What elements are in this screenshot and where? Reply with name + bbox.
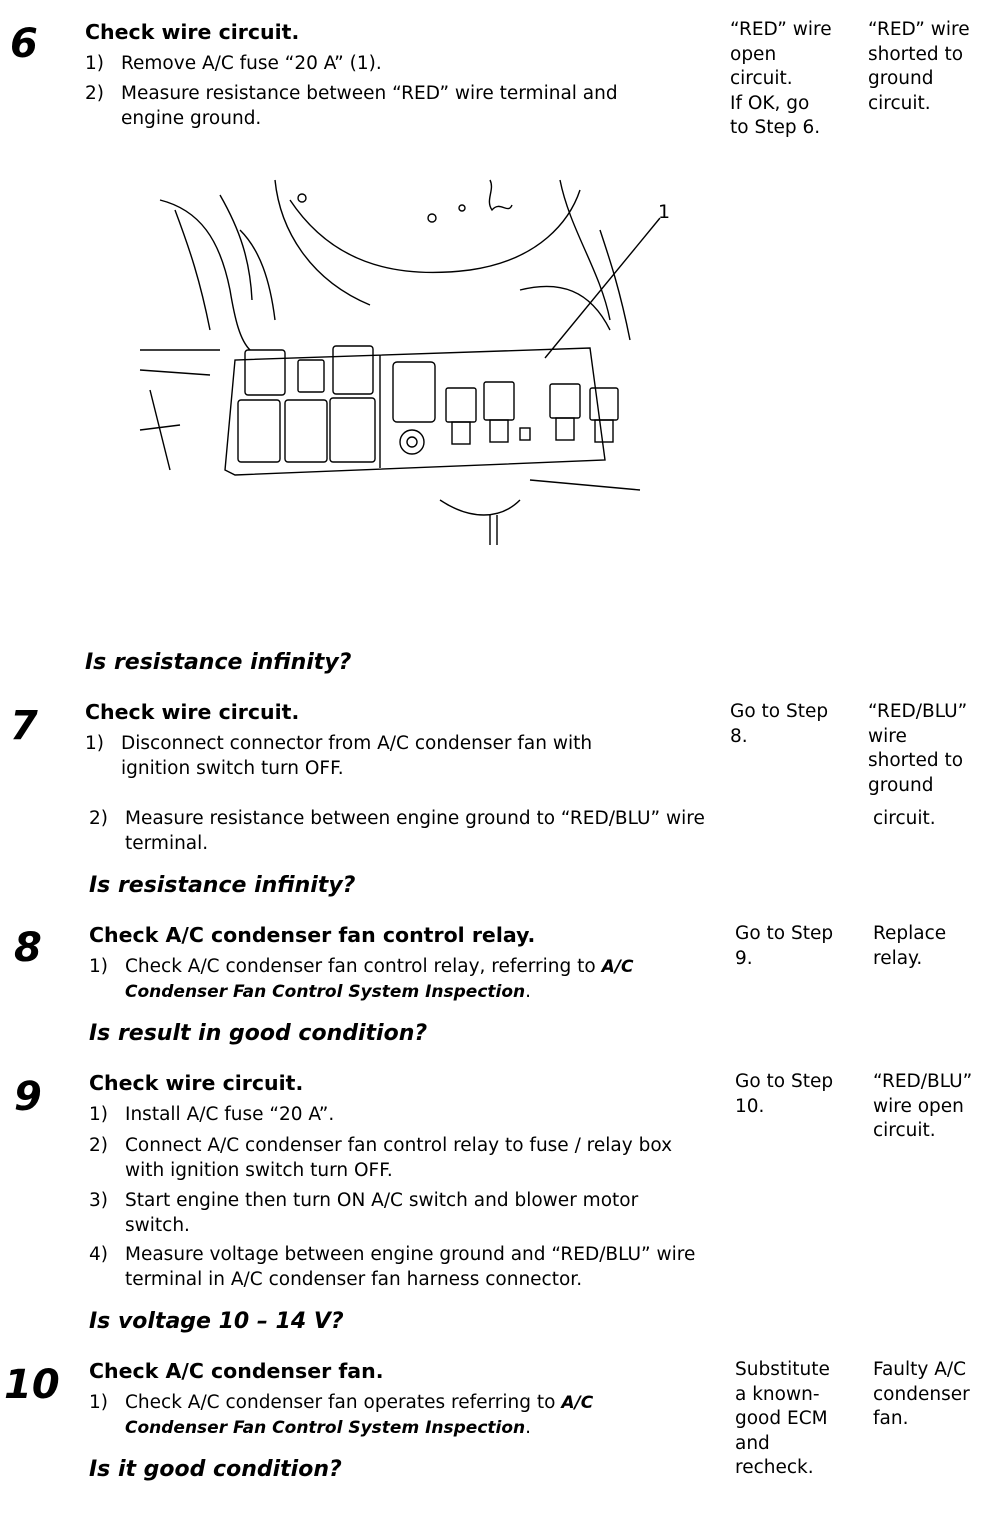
item-text: Start engine then turn ON A/C switch and blower motor switch.	[125, 1190, 639, 1236]
yes-result: Go to Step 9.	[735, 923, 834, 969]
no-result: “RED/BLU” wire shorted to ground	[868, 701, 968, 796]
step-title: Check wire circuit.	[89, 1071, 304, 1095]
item-text: Connect A/C condenser fan control relay to fuse / relay box with ignition switch turn OFF.	[125, 1135, 673, 1181]
no-result: Faulty A/C condenser fan.	[873, 1359, 970, 1429]
reference-link[interactable]: A/C Condenser Fan Control System Inspection	[125, 957, 634, 1002]
item-number: 2)	[89, 808, 108, 829]
item-text: Remove A/C fuse “20 A” (1).	[121, 53, 382, 74]
step-question: Is it good condition?	[89, 1457, 342, 1482]
step-title: Check wire circuit.	[85, 700, 300, 724]
step-number: 7	[10, 703, 38, 749]
item-text-pre: Check A/C condenser fan operates referring to	[125, 1392, 562, 1413]
fuse-relay-box-figure	[140, 170, 671, 560]
item-text-pre: Check A/C condenser fan control relay, referring to	[125, 956, 602, 977]
step-title: Check A/C condenser fan control relay.	[89, 923, 536, 947]
no-result-continued: circuit.	[873, 808, 936, 829]
yes-result: Substitute a known- good ECM and recheck.	[735, 1359, 830, 1478]
item-text	[125, 955, 705, 1004]
item-number: 1)	[89, 956, 108, 977]
step-question: Is resistance infinity?	[85, 650, 352, 675]
yes-result: Go to Step 8.	[730, 701, 829, 747]
item-text: Measure resistance between engine ground to “RED/BLU” wire terminal.	[125, 808, 705, 854]
step-title: Check A/C condenser fan.	[89, 1359, 384, 1383]
figure-callout: 1	[658, 201, 671, 223]
item-number: 2)	[85, 83, 104, 104]
list-item	[89, 1134, 709, 1184]
item-number: 1)	[85, 53, 104, 74]
step-question: Is result in good condition?	[89, 1021, 428, 1046]
list-item	[89, 1189, 709, 1239]
item-text-post: .	[525, 980, 532, 1002]
no-result: Replace relay.	[873, 923, 947, 969]
item-number: 2)	[89, 1135, 108, 1156]
item-text	[125, 1391, 695, 1440]
step-question: Is resistance infinity?	[89, 873, 356, 898]
no-result: “RED/BLU” wire open circuit.	[873, 1071, 973, 1141]
step-title: Check wire circuit.	[85, 20, 300, 44]
item-text-post: .	[525, 1416, 532, 1438]
item-text: Disconnect connector from A/C condenser fan with ignition switch turn OFF.	[121, 733, 593, 779]
step-number: 9	[14, 1074, 42, 1120]
yes-result: “RED” wire open circuit. If OK, go to Step 6.	[730, 19, 832, 138]
item-number: 1)	[89, 1104, 108, 1125]
list-item	[89, 955, 709, 1005]
item-text: Measure resistance between “RED” wire terminal and engine ground.	[121, 83, 618, 129]
item-number: 1)	[89, 1392, 108, 1413]
item-number: 3)	[89, 1190, 108, 1211]
item-text: Install A/C fuse “20 A”.	[125, 1104, 335, 1125]
list-item	[85, 82, 695, 132]
list-item	[85, 732, 695, 782]
item-number: 4)	[89, 1244, 108, 1265]
item-text: Measure voltage between engine ground and “RED/BLU” wire terminal in A/C condenser fan harness connector.	[125, 1244, 696, 1290]
no-result: “RED” wire shorted to ground circuit.	[868, 19, 970, 114]
yes-result: Go to Step 10.	[735, 1071, 834, 1117]
step-question: Is voltage 10 – 14 V?	[89, 1309, 344, 1334]
list-item	[89, 1391, 709, 1441]
step-number: 8	[14, 925, 42, 971]
list-item	[89, 807, 729, 857]
list-item	[89, 1243, 709, 1293]
item-number: 1)	[85, 733, 104, 754]
reference-link[interactable]: A/C Condenser Fan Control System Inspection	[125, 1393, 594, 1438]
step-number: 10	[4, 1362, 60, 1408]
step-number: 6	[10, 21, 38, 67]
